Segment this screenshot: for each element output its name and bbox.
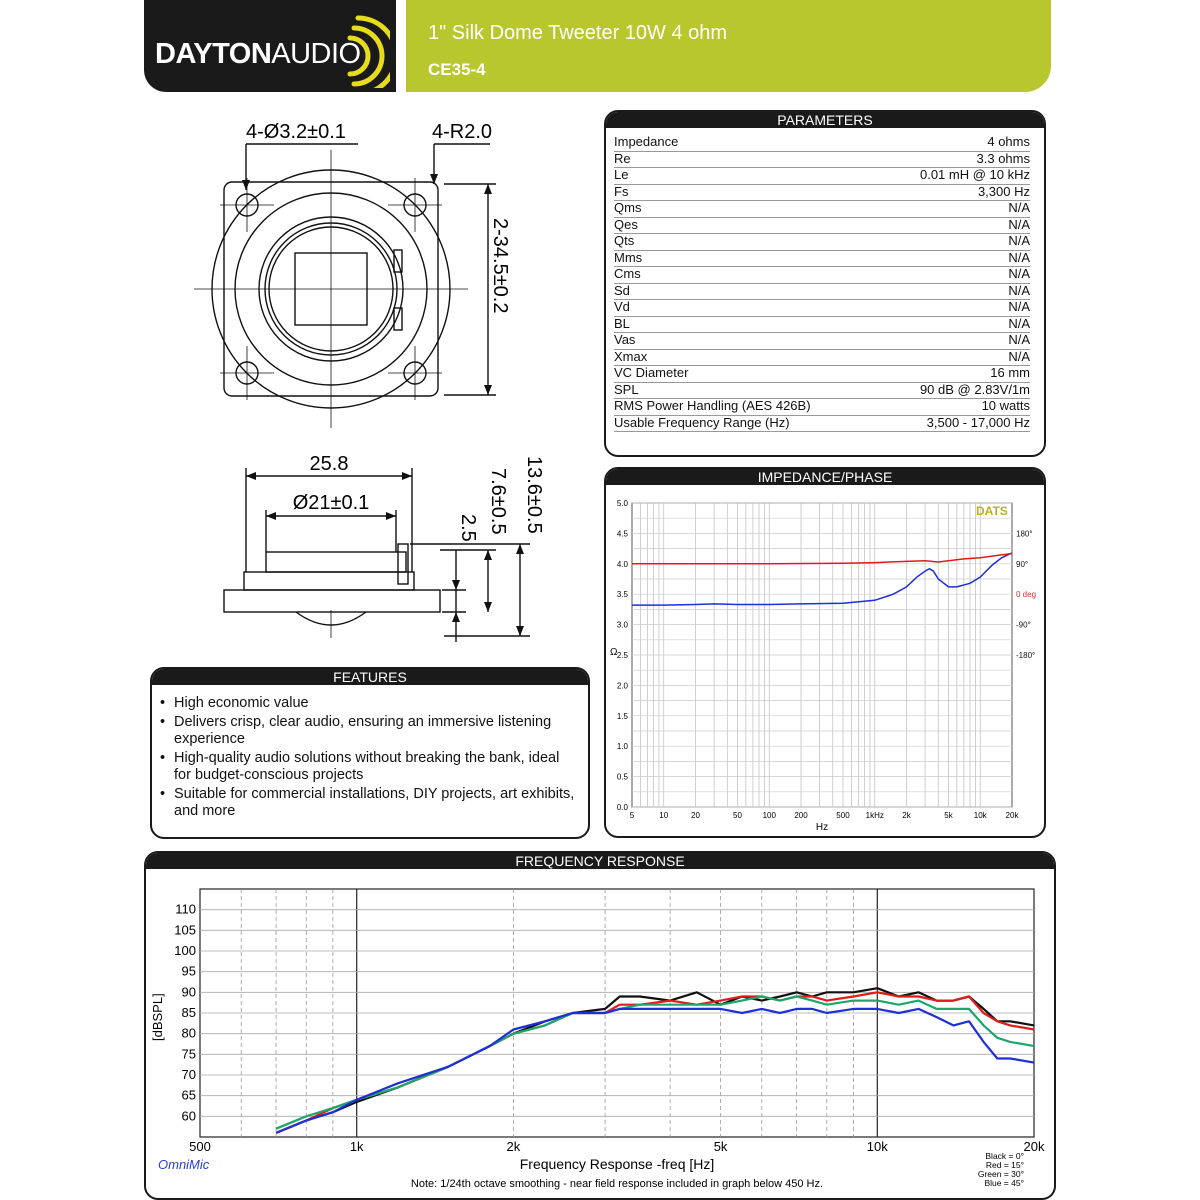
parameter-name: Sd: [614, 282, 630, 298]
parameter-name: Qes: [614, 216, 638, 232]
mechanical-drawing: [150, 110, 590, 650]
y-tick-label: 5.0: [616, 499, 628, 508]
parameter-name: Vd: [614, 299, 630, 314]
parameter-value: N/A: [1008, 282, 1030, 298]
x-tick-label: 50: [733, 811, 742, 820]
x-tick-label: 5: [629, 811, 635, 820]
phase-tick-label: 180°: [1016, 529, 1033, 539]
parameter-value: N/A: [1008, 315, 1030, 331]
x-tick-label: 1k: [349, 1139, 364, 1154]
parameter-value: 10 watts: [981, 398, 1030, 413]
parameter-name: Re: [614, 150, 631, 166]
frequency-title: FREQUENCY RESPONSE: [146, 853, 1054, 869]
x-tick-label: 20: [691, 811, 700, 820]
brand-bold: DAYTON: [155, 38, 272, 70]
parameter-value: 16 mm: [990, 365, 1030, 380]
y-tick-label: 60: [181, 1108, 196, 1124]
legend-entry: Red = 15°: [985, 1160, 1024, 1170]
frequency-panel: [144, 851, 1056, 1200]
x-tick-label: 100: [762, 811, 776, 820]
y-tick-label: 100: [174, 943, 196, 958]
x-axis-label: Hz: [815, 822, 829, 832]
y-axis-label: [dBSPL]: [150, 993, 165, 1041]
parameter-row: [614, 167, 1030, 185]
sound-waves-icon: [330, 8, 390, 88]
phase-tick-label: -180°: [1016, 651, 1036, 660]
feature-item: • Suitable for commercial installations, DIY projects, art exhibits, and more: [160, 786, 578, 820]
x-tick-label: 1kHz: [865, 811, 884, 820]
parameter-value: N/A: [1008, 216, 1030, 232]
y-axis-label: Ω: [610, 647, 618, 658]
phase-tick-label: 0 deg: [1016, 590, 1037, 600]
x-tick-label: 2k: [902, 811, 911, 820]
x-tick-label: 200: [794, 811, 808, 820]
parameter-name: Mms: [614, 249, 643, 265]
parameter-name: Usable Frequency Range (Hz): [614, 414, 790, 430]
y-tick-label: 3.5: [616, 590, 628, 600]
parameter-name: VC Diameter: [614, 365, 689, 380]
y-tick-label: 65: [181, 1087, 196, 1103]
x-tick-label: 2k: [506, 1139, 521, 1154]
parameter-value: N/A: [1008, 299, 1030, 314]
features-list: [160, 695, 578, 822]
parameter-name: Fs: [614, 183, 629, 199]
product-title: 1" Silk Dome Tweeter 10W 4 ohm: [428, 22, 728, 44]
x-tick-label: 5k: [713, 1139, 728, 1154]
y-tick-label: 4.5: [616, 529, 628, 539]
y-tick-label: 0.0: [616, 803, 628, 812]
y-tick-label: 105: [174, 922, 196, 938]
parameter-row: [614, 200, 1030, 218]
omnimic-logo: OmniMic: [158, 1157, 210, 1172]
y-tick-label: 95: [181, 963, 196, 979]
depth-a-label: 2.5: [457, 514, 479, 542]
features-title: FEATURES: [152, 669, 588, 685]
parameter-row: [614, 283, 1030, 301]
parameter-value: 3,300 Hz: [977, 183, 1030, 199]
features-panel: [150, 667, 590, 839]
impedance-title: IMPEDANCE/PHASE: [606, 469, 1044, 485]
x-axis-label: Frequency Response -freq [Hz]: [519, 1156, 715, 1172]
x-tick-label: 5k: [944, 811, 953, 820]
legend-entry: Blue = 45°: [984, 1178, 1024, 1188]
parameter-value: N/A: [1008, 233, 1030, 248]
depth-b-label: 7.6±0.5: [487, 468, 509, 535]
brand-light: AUDIO: [271, 38, 361, 70]
y-tick-label: 110: [175, 901, 196, 917]
frequency-chart: [146, 869, 1050, 1194]
parameter-value: 4 ohms: [987, 134, 1030, 149]
parameter-name: SPL: [614, 381, 639, 397]
parameter-name: Le: [614, 167, 629, 182]
parameter-row: [614, 332, 1030, 350]
y-tick-label: 90: [181, 984, 196, 1000]
parameter-row: [614, 250, 1030, 268]
feature-item: • Delivers crisp, clear audio, ensuring an immersive listening experience: [160, 714, 578, 748]
y-tick-label: 2.0: [616, 681, 628, 691]
y-tick-label: 2.5: [616, 651, 628, 660]
impedance-panel: [604, 467, 1046, 838]
y-tick-label: 1.5: [616, 711, 628, 721]
parameter-value: N/A: [1008, 249, 1030, 265]
x-tick-label: 20k: [1023, 1139, 1045, 1154]
title-bar: [406, 0, 1051, 92]
parameter-value: 0.01 mH @ 10 kHz: [919, 167, 1030, 182]
height-dim-label: 2-34.5±0.2: [489, 218, 511, 314]
footnote: Note: 1/24th octave smoothing - near field response included in graph below 450 Hz.: [410, 1178, 824, 1190]
parameter-row: [614, 184, 1030, 202]
hole-dim-label: 4-Ø3.2±0.1: [246, 121, 346, 143]
feature-item: • High economic value: [160, 695, 578, 712]
parameter-name: Qms: [614, 200, 642, 215]
parameter-value: N/A: [1008, 332, 1030, 347]
parameter-value: 90 dB @ 2.83V/1m: [919, 381, 1030, 397]
x-tick-label: 20k: [1005, 811, 1019, 820]
x-tick-label: 10: [659, 811, 669, 820]
parameter-row: [614, 266, 1030, 284]
phase-tick-label: -90°: [1016, 620, 1031, 630]
parameters-panel: [604, 110, 1046, 457]
x-tick-label: 500: [189, 1139, 211, 1154]
y-tick-label: 0.5: [616, 772, 628, 782]
legend-entry: Green = 30°: [977, 1169, 1024, 1179]
parameter-row: [614, 415, 1030, 433]
y-tick-label: 75: [181, 1046, 196, 1062]
y-tick-label: 4.0: [616, 559, 628, 569]
parameter-name: Cms: [614, 266, 641, 281]
parameter-row: [614, 217, 1030, 235]
parameter-row: [614, 349, 1030, 367]
parameter-name: Qts: [614, 233, 635, 248]
impedance-chart: [606, 485, 1040, 832]
parameter-value: 3,500 - 17,000 Hz: [926, 414, 1030, 430]
parameter-name: RMS Power Handling (AES 426B): [614, 398, 811, 413]
y-tick-label: 3.0: [616, 620, 628, 630]
parameter-row: [614, 299, 1030, 317]
parameter-name: Xmax: [614, 348, 648, 364]
parameter-name: Vas: [614, 332, 636, 347]
parameter-row: [614, 398, 1030, 416]
parameter-value: N/A: [1008, 200, 1030, 215]
parameter-value: N/A: [1008, 348, 1030, 364]
legend-entry: Black = 0°: [985, 1151, 1024, 1161]
parameter-name: BL: [614, 315, 630, 331]
model-number: CE35-4: [428, 60, 486, 79]
parameter-row: [614, 382, 1030, 400]
width-dim-label: 25.8: [309, 453, 349, 475]
radius-dim-label: 4-R2.0: [432, 121, 493, 143]
y-tick-label: 85: [181, 1005, 196, 1020]
x-tick-label: 10k: [866, 1139, 888, 1154]
parameter-row: [614, 233, 1030, 251]
parameter-row: [614, 134, 1030, 152]
feature-item: • High-quality audio solutions without breaking the bank, ideal for budget-conscious projects: [160, 750, 578, 784]
parameter-name: Impedance: [614, 134, 679, 149]
x-tick-label: 10k: [973, 811, 987, 820]
parameter-row: [614, 151, 1030, 169]
dome-dim-label: Ø21±0.1: [292, 492, 370, 514]
y-tick-label: 1.0: [616, 742, 628, 752]
parameter-value: 3.3 ohms: [976, 150, 1030, 166]
parameter-row: [614, 365, 1030, 383]
x-tick-label: 500: [836, 811, 850, 820]
depth-c-label: 13.6±0.5: [523, 456, 545, 534]
parameters-title: PARAMETERS: [606, 112, 1044, 128]
dats-logo: DATS: [976, 504, 1008, 518]
y-tick-label: 70: [181, 1067, 196, 1082]
parameter-value: N/A: [1008, 266, 1030, 281]
phase-tick-label: 90°: [1016, 559, 1029, 569]
parameter-row: [614, 316, 1030, 334]
y-tick-label: 80: [181, 1025, 196, 1041]
